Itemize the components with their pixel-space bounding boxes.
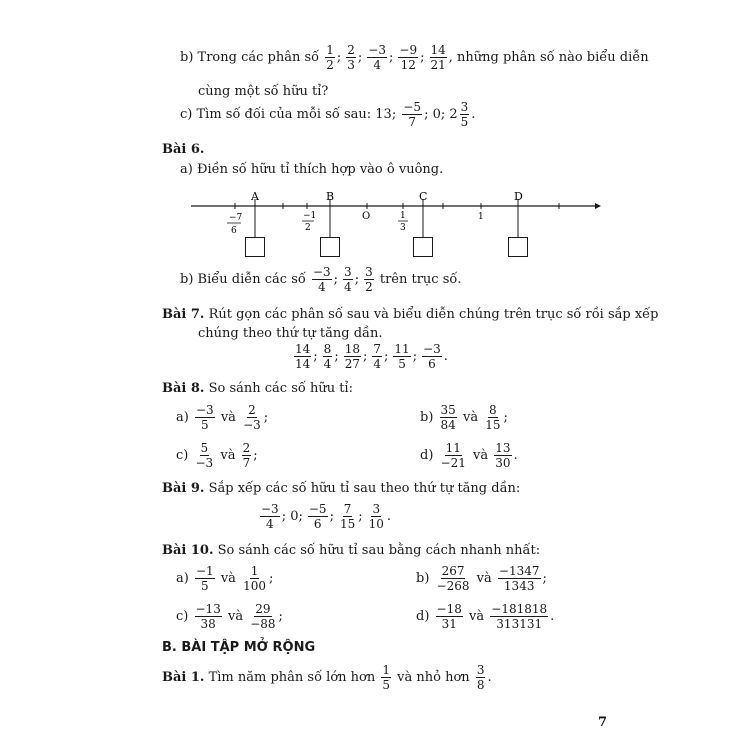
exercise-10-title: [162, 543, 540, 558]
tick-numerator: −7: [229, 213, 243, 223]
exercise-title: Bài 10.: [162, 543, 214, 558]
section-b-heading: B. BÀI TẬP MỞ RỘNG: [162, 640, 316, 655]
mixed-fraction: $\frac{3}{5}$: [460, 100, 469, 129]
item-label: d): [420, 448, 434, 463]
exercise-title: Bài 8.: [162, 381, 205, 396]
fraction: $\frac{-3}{4}$: [368, 43, 387, 72]
text: Rút gọn các phân số sau và biểu diễn chúng trên trục số rồi sắp xếp: [208, 307, 659, 322]
exercise-6a: [180, 162, 443, 177]
text: .: [471, 107, 476, 122]
fraction: $\frac{14}{14}$: [295, 342, 311, 371]
item-label: b): [180, 272, 194, 287]
exercise-10c: c) $\frac{-13}{38}$ và $\frac{29}{-88}$ ;: [176, 602, 283, 631]
answer-box-b[interactable]: [320, 237, 340, 257]
origin-label: O: [362, 211, 371, 222]
fraction: $\frac{14}{21}$: [430, 43, 446, 72]
exercise-8a: a) $\frac{-3}{5}$ và $\frac{2}{-3}$ ;: [176, 403, 269, 432]
exercise-8c: c) $\frac{5}{-3}$ và $\frac{2}{7}$ ;: [176, 441, 258, 470]
fraction: $\frac{3}{2}$: [365, 265, 373, 294]
fraction: $\frac{-3}{6}$: [423, 342, 441, 371]
exercise-9-fractions: $\frac{-3}{4}$ ; 0; $\frac{-5}{6}$ ; $\frac{7}{15}$ ; $\frac{3}{10}$ .: [261, 502, 392, 531]
item-label: c): [176, 609, 189, 624]
exercise-10b: b) $\frac{267}{-268}$ và $\frac{-1347}{1343}$ ;: [416, 564, 547, 593]
text: Tìm năm phân số lớn hơn: [208, 670, 376, 685]
text: trên trục số.: [379, 272, 462, 287]
exercise-7-fractions: $\frac{14}{14}$ ; $\frac{8}{4}$ ; $\frac{18}{27}$ ; $\frac{7}{4}$ ; $\frac{11}{5}$ ; $\frac{-3}{6}$ .: [295, 342, 448, 371]
exercise-5c: [180, 101, 475, 128]
item-label: b): [180, 50, 194, 65]
page-number: 7: [598, 715, 608, 730]
tick-numerator: 1: [400, 211, 406, 221]
item-label: d): [416, 609, 430, 624]
exercise-10a: a) $\frac{-1}{5}$ và $\frac{1}{100}$ ;: [176, 564, 274, 593]
fraction: $\frac{1}{2}$: [326, 43, 334, 72]
fraction: $\frac{11}{5}$: [394, 342, 410, 371]
tick-denominator: 2: [305, 223, 311, 233]
exercise-5b-line1: b) Trong các phân số $\frac{1}{2}$ ; $\frac{2}{3}$ ; $\frac{-3}{4}$ ; $\frac{-9}{12}$ ; $\frac{14}{21}$ , những phân số nào biểu diễn: [180, 43, 649, 72]
text: Trong các phân số: [197, 50, 320, 65]
item-label: a): [180, 162, 193, 177]
item-label: a): [176, 571, 189, 586]
exercise-8b: b) $\frac{35}{84}$ và $\frac{8}{15}$ ;: [420, 403, 508, 432]
text: Biểu diễn các số: [197, 272, 306, 287]
fraction: $\frac{-3}{4}$: [312, 265, 331, 294]
tick-denominator: 6: [231, 226, 237, 236]
point-label-b: B: [326, 190, 335, 203]
text: Điền số hữu tỉ thích hợp vào ô vuông.: [196, 162, 444, 177]
exercise-7-line2: chúng theo thứ tự tăng dần.: [198, 326, 383, 341]
exercise-5b-line2: cùng một số hữu tỉ?: [198, 84, 329, 99]
text: ; 0; 2: [424, 107, 458, 122]
exercise-title: Bài 1.: [162, 670, 205, 685]
exercise-6b: b) Biểu diễn các số $\frac{-3}{4}$ ; $\frac{3}{4}$ ; $\frac{3}{2}$ trên trục số.: [180, 265, 462, 294]
fraction: $\frac{-9}{12}$: [399, 43, 418, 72]
item-label: b): [420, 410, 434, 425]
item-label: c): [180, 107, 193, 122]
text: , những phân số nào biểu diễn: [448, 50, 649, 65]
answer-box-c[interactable]: [413, 237, 433, 257]
tick-denominator: 3: [400, 223, 406, 233]
fraction: $\frac{3}{4}$: [344, 265, 352, 294]
exercise-6-title: Bài 6.: [162, 142, 205, 157]
extended-exercise-1: Bài 1. Tìm năm phân số lớn hơn $\frac{1}{5}$ và nhỏ hơn $\frac{3}{8}$ .: [162, 663, 492, 692]
text: So sánh các số hữu tỉ:: [208, 381, 353, 396]
item-label: a): [176, 410, 189, 425]
exercise-8d: d) $\frac{11}{-21}$ và $\frac{13}{30}$ .: [420, 441, 518, 470]
fraction: $\frac{7}{4}$: [373, 342, 382, 371]
exercise-title: Bài 7.: [162, 307, 205, 322]
item-label: c): [176, 448, 189, 463]
exercise-7-line1: [162, 307, 659, 322]
fraction: $\frac{18}{27}$: [344, 342, 360, 371]
answer-box-a[interactable]: [245, 237, 265, 257]
fraction: $\frac{8}{4}$: [323, 342, 332, 371]
unit-label: 1: [478, 212, 484, 222]
point-label-d: D: [514, 190, 523, 203]
answer-box-d[interactable]: [508, 237, 528, 257]
fraction: $\frac{-5}{7}$: [403, 100, 422, 129]
tick-numerator: −1: [303, 211, 317, 221]
text: và nhỏ hơn: [397, 670, 470, 685]
text: So sánh các số hữu tỉ sau bằng cách nhanh nhất:: [217, 543, 541, 558]
fraction: $\frac{2}{3}$: [347, 43, 355, 72]
exercise-8-title: [162, 381, 353, 396]
text: Sắp xếp các số hữu tỉ sau theo thứ tự tăng dần:: [208, 481, 521, 496]
exercise-10d: d) $\frac{-18}{31}$ và $\frac{-181818}{313131}$ .: [416, 602, 555, 631]
exercise-9-title: [162, 481, 520, 496]
exercise-title: Bài 9.: [162, 481, 205, 496]
item-label: b): [416, 571, 430, 586]
point-label-c: C: [419, 190, 428, 203]
text: Tìm số đối của mỗi số sau: 13;: [196, 107, 397, 122]
point-label-a: A: [251, 190, 259, 203]
